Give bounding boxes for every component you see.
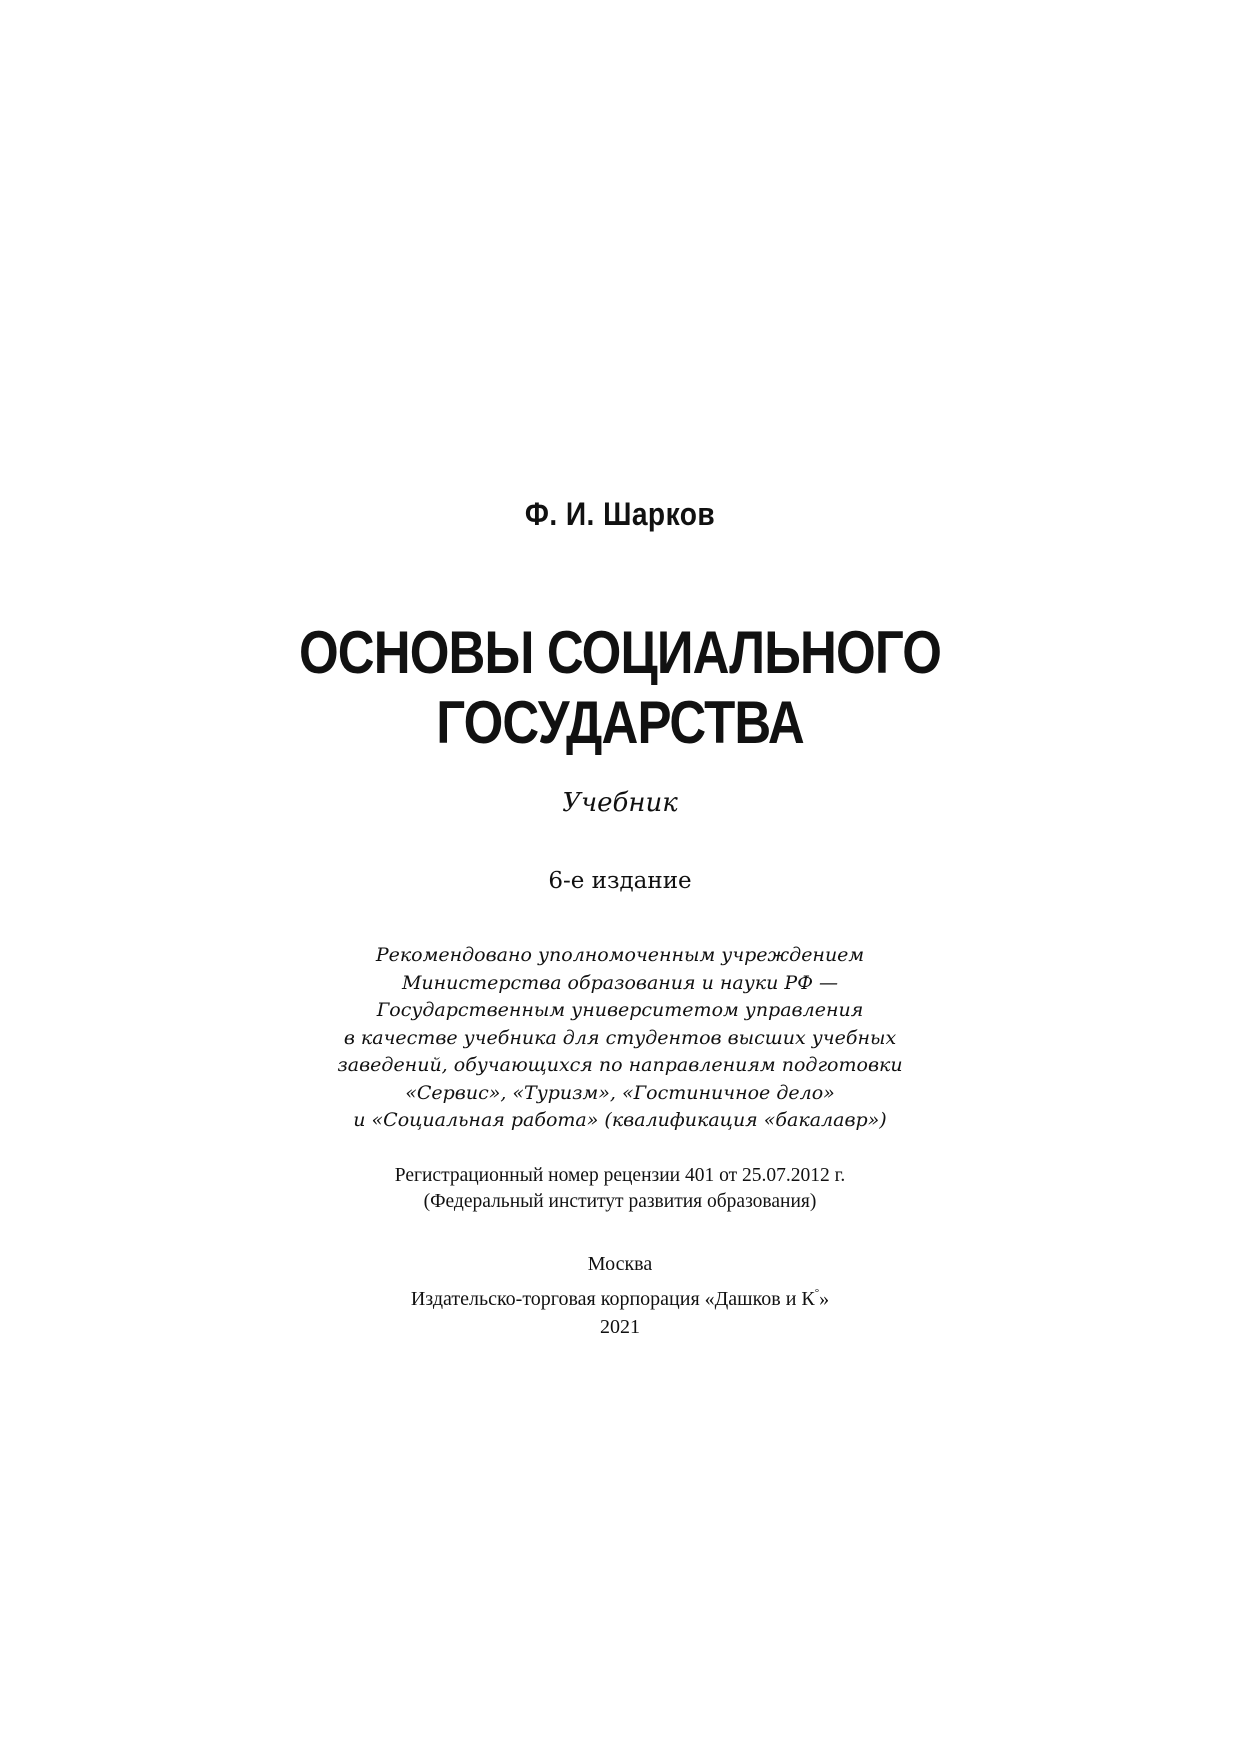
publisher-name [0, 1279, 1240, 1314]
recommendation-line: и «Социальная работа» (квалификация «бакалавр») [353, 1109, 887, 1131]
book-type: Учебник [562, 788, 678, 818]
book-title [93, 618, 1147, 758]
book-title-line-2: ГОСУДАРСТВА [436, 689, 804, 756]
edition: 6-е издание [548, 868, 692, 894]
publisher-city: Москва [587, 1253, 653, 1275]
book-title-line-1: ОСНОВЫ СОЦИАЛЬНОГО [298, 619, 942, 686]
recommendation-line: «Сервис», «Туризм», «Гостиничное дело» [405, 1081, 835, 1104]
publisher-name-degree: ° [814, 1286, 820, 1299]
recommendation-line: в качестве учебника для студентов высших учебных [343, 1026, 897, 1049]
registration-info [0, 1163, 1240, 1215]
publisher-name-close: » [819, 1287, 830, 1310]
publication-year: 2021 [600, 1316, 640, 1338]
registration-institute: (Федеральный институт развития образования) [423, 1191, 817, 1212]
recommendation-line: Министерства образования и науки РФ — [401, 971, 839, 994]
author-name: Ф. И. Шарков [524, 496, 716, 532]
recommendation-line: заведений, обучающихся по направлениям подготовки [337, 1054, 903, 1076]
publisher-name-main: Издательско-торговая корпорация «Дашков и К [410, 1287, 815, 1310]
publisher-info [0, 1250, 1240, 1342]
recommendation-text [0, 942, 1240, 1135]
registration-number: Регистрационный номер рецензии 401 от 25.07.2012 г. [394, 1165, 846, 1186]
recommendation-line: Государственным университетом управления [376, 999, 864, 1021]
recommendation-line: Рекомендовано уполномоченным учреждением [375, 944, 865, 966]
